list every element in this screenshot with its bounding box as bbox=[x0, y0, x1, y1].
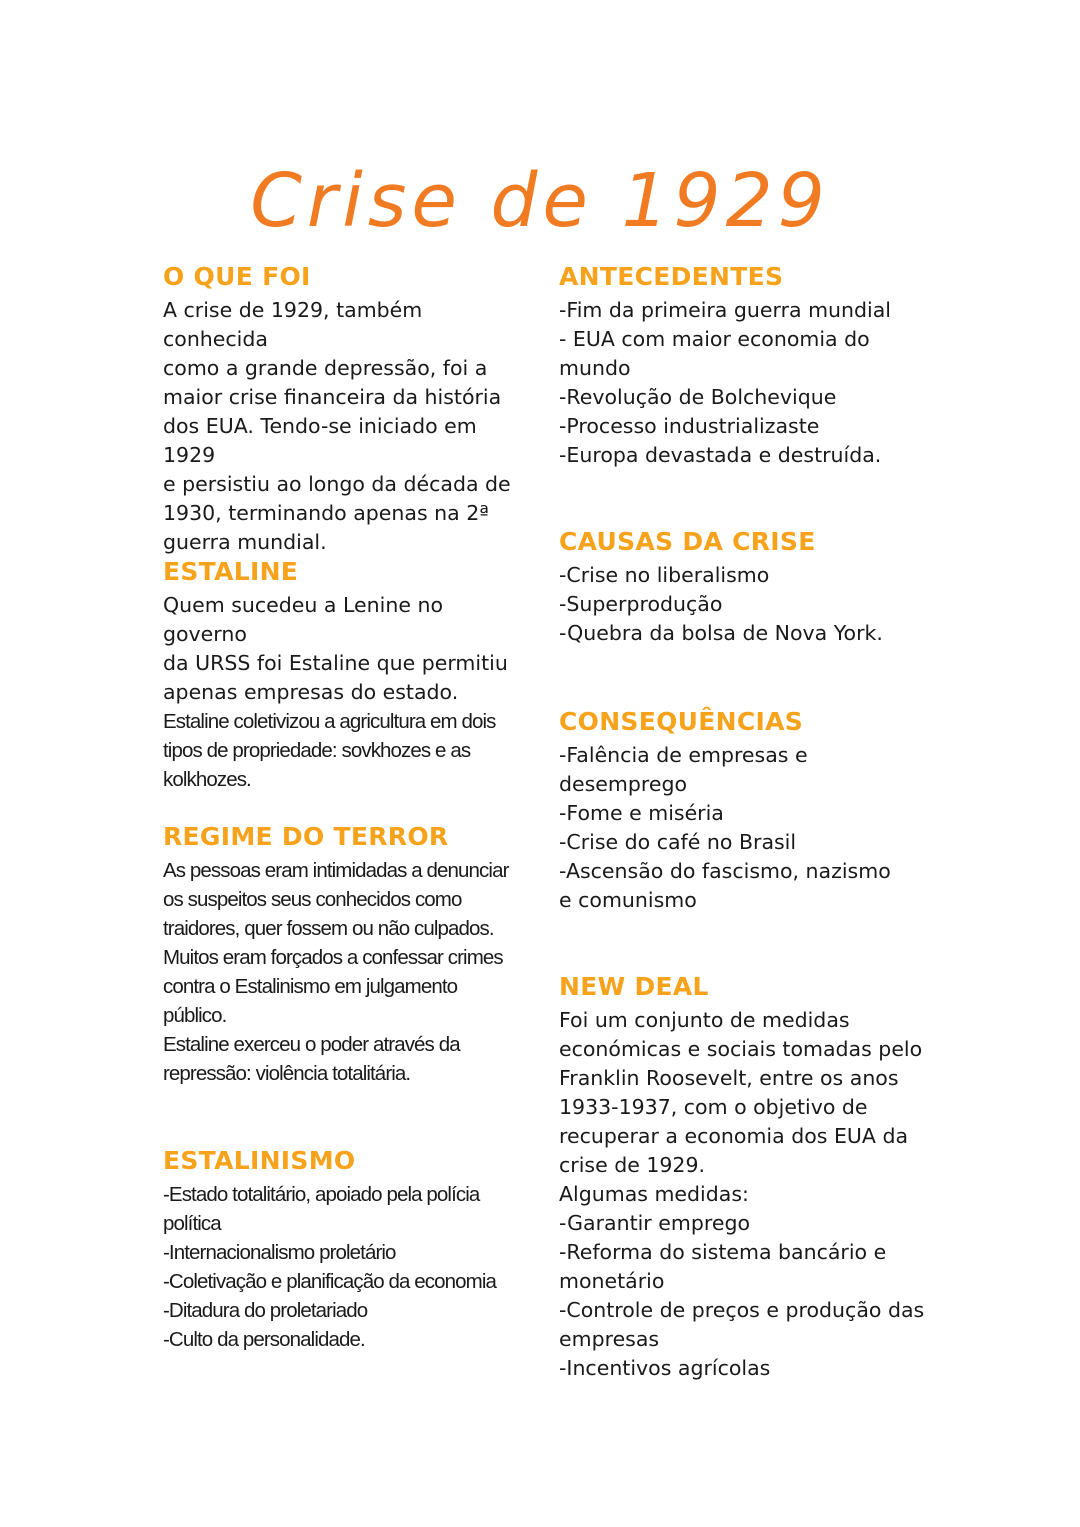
section-text: Estaline coletivizou a agricultura em dois tipos de propriedade: sovkhozes e as kolkhozes. bbox=[163, 710, 496, 791]
list-item: -Controle de preços e produção das empresas bbox=[559, 1298, 925, 1351]
list-item: -Fim da primeira guerra mundial bbox=[559, 298, 892, 322]
list-item: -Internacionalismo proletário bbox=[163, 1241, 396, 1264]
section-heading: CAUSAS DA CRISE bbox=[559, 527, 816, 556]
list-item: -Crise no liberalismo bbox=[559, 563, 770, 587]
section-o-que-foi bbox=[163, 262, 533, 557]
list-item: - EUA com maior economia do mundo bbox=[559, 327, 870, 380]
section-estaline bbox=[163, 557, 533, 794]
section-new-deal bbox=[559, 972, 929, 1383]
list-item: -Coletivação e planificação da economia bbox=[163, 1270, 496, 1293]
list-item: -Europa devastada e destruída. bbox=[559, 443, 882, 467]
section-text: Quem sucedeu a Lenine no governo da URSS foi Estaline que permitiu apenas empresas do estado. bbox=[163, 593, 508, 704]
section-heading: CONSEQUÊNCIAS bbox=[559, 707, 804, 736]
list-item: -Incentivos agrícolas bbox=[559, 1356, 771, 1380]
list-item: -Crise do café no Brasil bbox=[559, 830, 797, 854]
section-heading: NEW DEAL bbox=[559, 972, 709, 1001]
list-item: -Fome e miséria bbox=[559, 801, 724, 825]
list-item: -Processo industrializaste bbox=[559, 414, 820, 438]
causas-list bbox=[559, 561, 929, 648]
list-item: -Culto da personalidade. bbox=[163, 1328, 365, 1351]
new-deal-list bbox=[559, 1209, 929, 1383]
list-item: -Ascensão do fascismo, nazismo e comunismo bbox=[559, 859, 891, 912]
section-text: Foi um conjunto de medidas económicas e sociais tomadas pelo Franklin Roosevelt, entre os anos 1933-1937, com o objetivo de recuperar a economia dos EUA da crise de 1929. Algumas medidas: bbox=[559, 1008, 923, 1206]
section-heading: REGIME DO TERROR bbox=[163, 822, 449, 851]
section-consequencias bbox=[559, 707, 909, 915]
section-heading: O QUE FOI bbox=[163, 262, 311, 291]
section-text: As pessoas eram intimidadas a denunciar os suspeitos seus conhecidos como traidores, quer fossem ou não culpados. Muitos eram forçados a confessar crimes contra o Estalinismo em julgamento público. Estaline exerceu o poder através da repressão: violência totalitária. bbox=[163, 859, 509, 1085]
section-heading: ESTALINISMO bbox=[163, 1146, 356, 1175]
antecedentes-list bbox=[559, 296, 929, 470]
section-heading: ESTALINE bbox=[163, 557, 299, 586]
section-estalinismo bbox=[163, 1146, 513, 1354]
list-item: -Garantir emprego bbox=[559, 1211, 750, 1235]
list-item: -Ditadura do proletariado bbox=[163, 1299, 368, 1322]
section-heading: ANTECEDENTES bbox=[559, 262, 784, 291]
section-text: A crise de 1929, também conhecida como a grande depressão, foi a maior crise financeira da história dos EUA. Tendo-se iniciado em 1929 e persistiu ao longo da década de 1930, terminando apenas na 2ª guerra mundial. bbox=[163, 298, 511, 554]
section-antecedentes bbox=[559, 262, 929, 470]
list-item: -Reforma do sistema bancário e monetário bbox=[559, 1240, 887, 1293]
estalinismo-list bbox=[163, 1180, 513, 1354]
section-regime-do-terror bbox=[163, 822, 533, 1088]
list-item: -Revolução de Bolchevique bbox=[559, 385, 837, 409]
section-causas bbox=[559, 527, 929, 648]
consequencias-list bbox=[559, 741, 909, 915]
list-item: -Estado totalitário, apoiado pela polícia política bbox=[163, 1183, 480, 1235]
list-item: -Superprodução bbox=[559, 592, 723, 616]
list-item: -Falência de empresas e desemprego bbox=[559, 743, 808, 796]
page-title: Crise de 1929 bbox=[250, 158, 830, 244]
list-item: -Quebra da bolsa de Nova York. bbox=[559, 621, 883, 645]
